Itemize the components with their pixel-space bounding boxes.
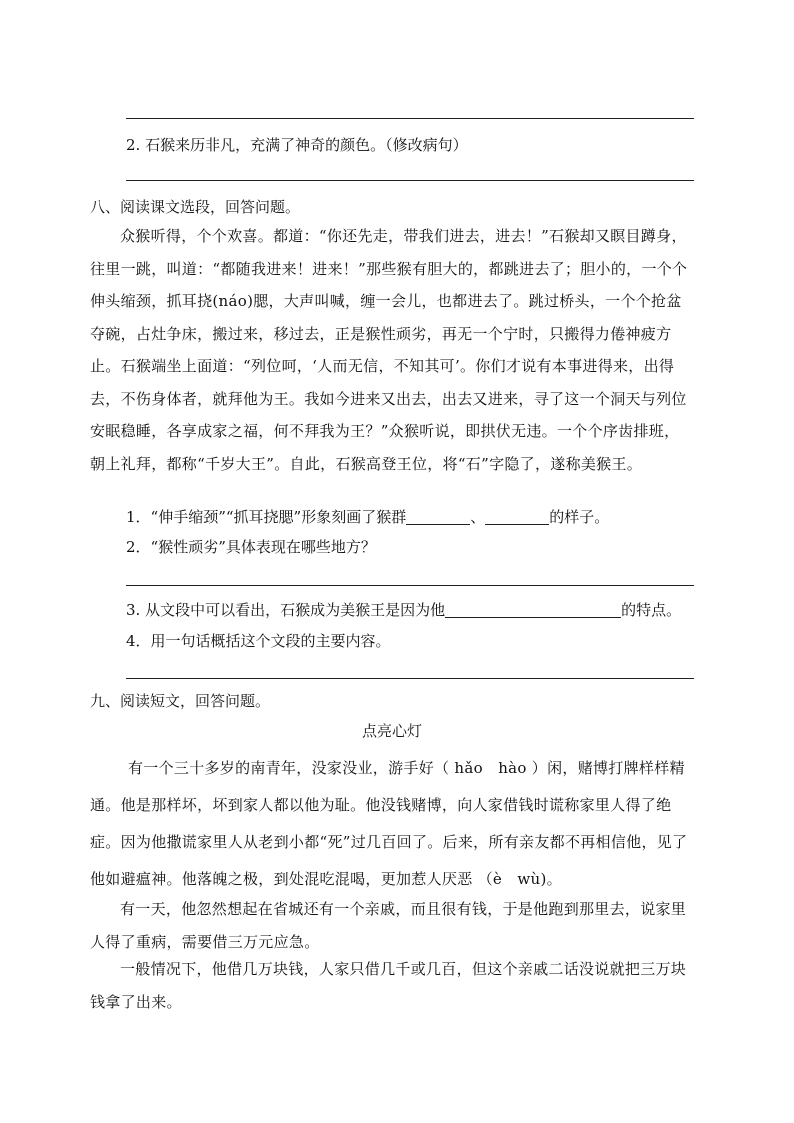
answer-line[interactable]	[126, 180, 694, 181]
s8-question-2: 2．“猴性顽劣”具体表现在哪些地方？	[126, 538, 376, 556]
article-paragraph-3: 一般情况下，他借几万块钱，人家只借几千或几百，但这个亲戚二话没说就把三万块钱拿了出来。	[90, 960, 687, 1011]
article-paragraph-2: 有一天，他忽然想起在省城还有一个亲戚，而且很有钱，于是他跑到那里去，说家里人得了重病，需要借三万元应急。	[90, 900, 687, 951]
section8-heading: 八、阅读课文选段，回答问题。	[90, 198, 301, 216]
s8-q1-text-a: 1．“伸手缩颈”“抓耳挠腮”形象刻画了猴群	[126, 508, 407, 526]
section8-passage: 众猴听得，个个欢喜。都道：“你还先走，带我们进去，进去！”石猴却又瞑目蹲身，往里一跳，叫道：“都随我进来！进来！”那些猴有胆大的，都跳进去了；胆小的，一个个伸头缩颈，抓耳挠(náo)腮，大声叫喊，缠一会儿，也都进去了。跳过桥头，一个个抢盆夺碗，占灶争床，搬过来，移过去，正是猴性顽劣，再无一个宁时，只搬得力倦神疲方止。石猴端坐上面道：“列位呵，‘人而无信，不知其可’。你们才说有本事进得来，出得去，不伤身体者，就拜他为王。我如今进来又出去，出去又进来，寻了这一个洞天与列位安眠稳睡，各享成家之福，何不拜我为王？”众猴听说，即拱伏无违。一个个序齿排班，朝上礼拜，都称“千岁大王”。自此，石猴高登王位，将“石”字隐了，遂称美猴王。	[90, 227, 688, 473]
s8-question-4: 4．用一句话概括这个文段的主要内容。	[126, 632, 391, 650]
s8-q1-text-b: 的样子。	[549, 508, 610, 526]
article-title: 点亮心灯	[361, 722, 422, 740]
fill-blank[interactable]	[406, 508, 470, 525]
answer-line[interactable]	[126, 118, 694, 119]
s8-question-1	[126, 507, 609, 527]
fill-blank[interactable]	[485, 508, 549, 525]
s8-question-3	[126, 600, 681, 620]
s8-q1-separator: 、	[470, 508, 486, 526]
s8-q3-text-b: 的特点。	[621, 601, 682, 619]
article-paragraph-1: 有一个三十多岁的南青年，没家没业，游手好（ hǎo hào ）闲，赌博打牌样样精通。他是那样坏，坏到家人都以他为耻。他没钱赌博，向人家借钱时谎称家里人得了绝症。因为他撒谎家里人从老到小都“死”过几百回了。后来，所有亲友都不再相信他，见了他如避瘟神。他落魄之极，到处混吃混喝，更加惹人厌恶 （è wù)。	[90, 759, 688, 888]
section9-heading: 九、阅读短文，回答问题。	[90, 692, 271, 710]
q7-item2: 2. 石猴来历非凡，充满了神奇的颜色。（修改病句）	[126, 136, 468, 154]
fill-blank[interactable]	[445, 601, 621, 618]
s8-q3-text-a: 3. 从文段中可以看出，石猴成为美猴王是因为他	[126, 601, 446, 619]
answer-line[interactable]	[126, 585, 694, 586]
answer-line[interactable]	[126, 678, 694, 679]
